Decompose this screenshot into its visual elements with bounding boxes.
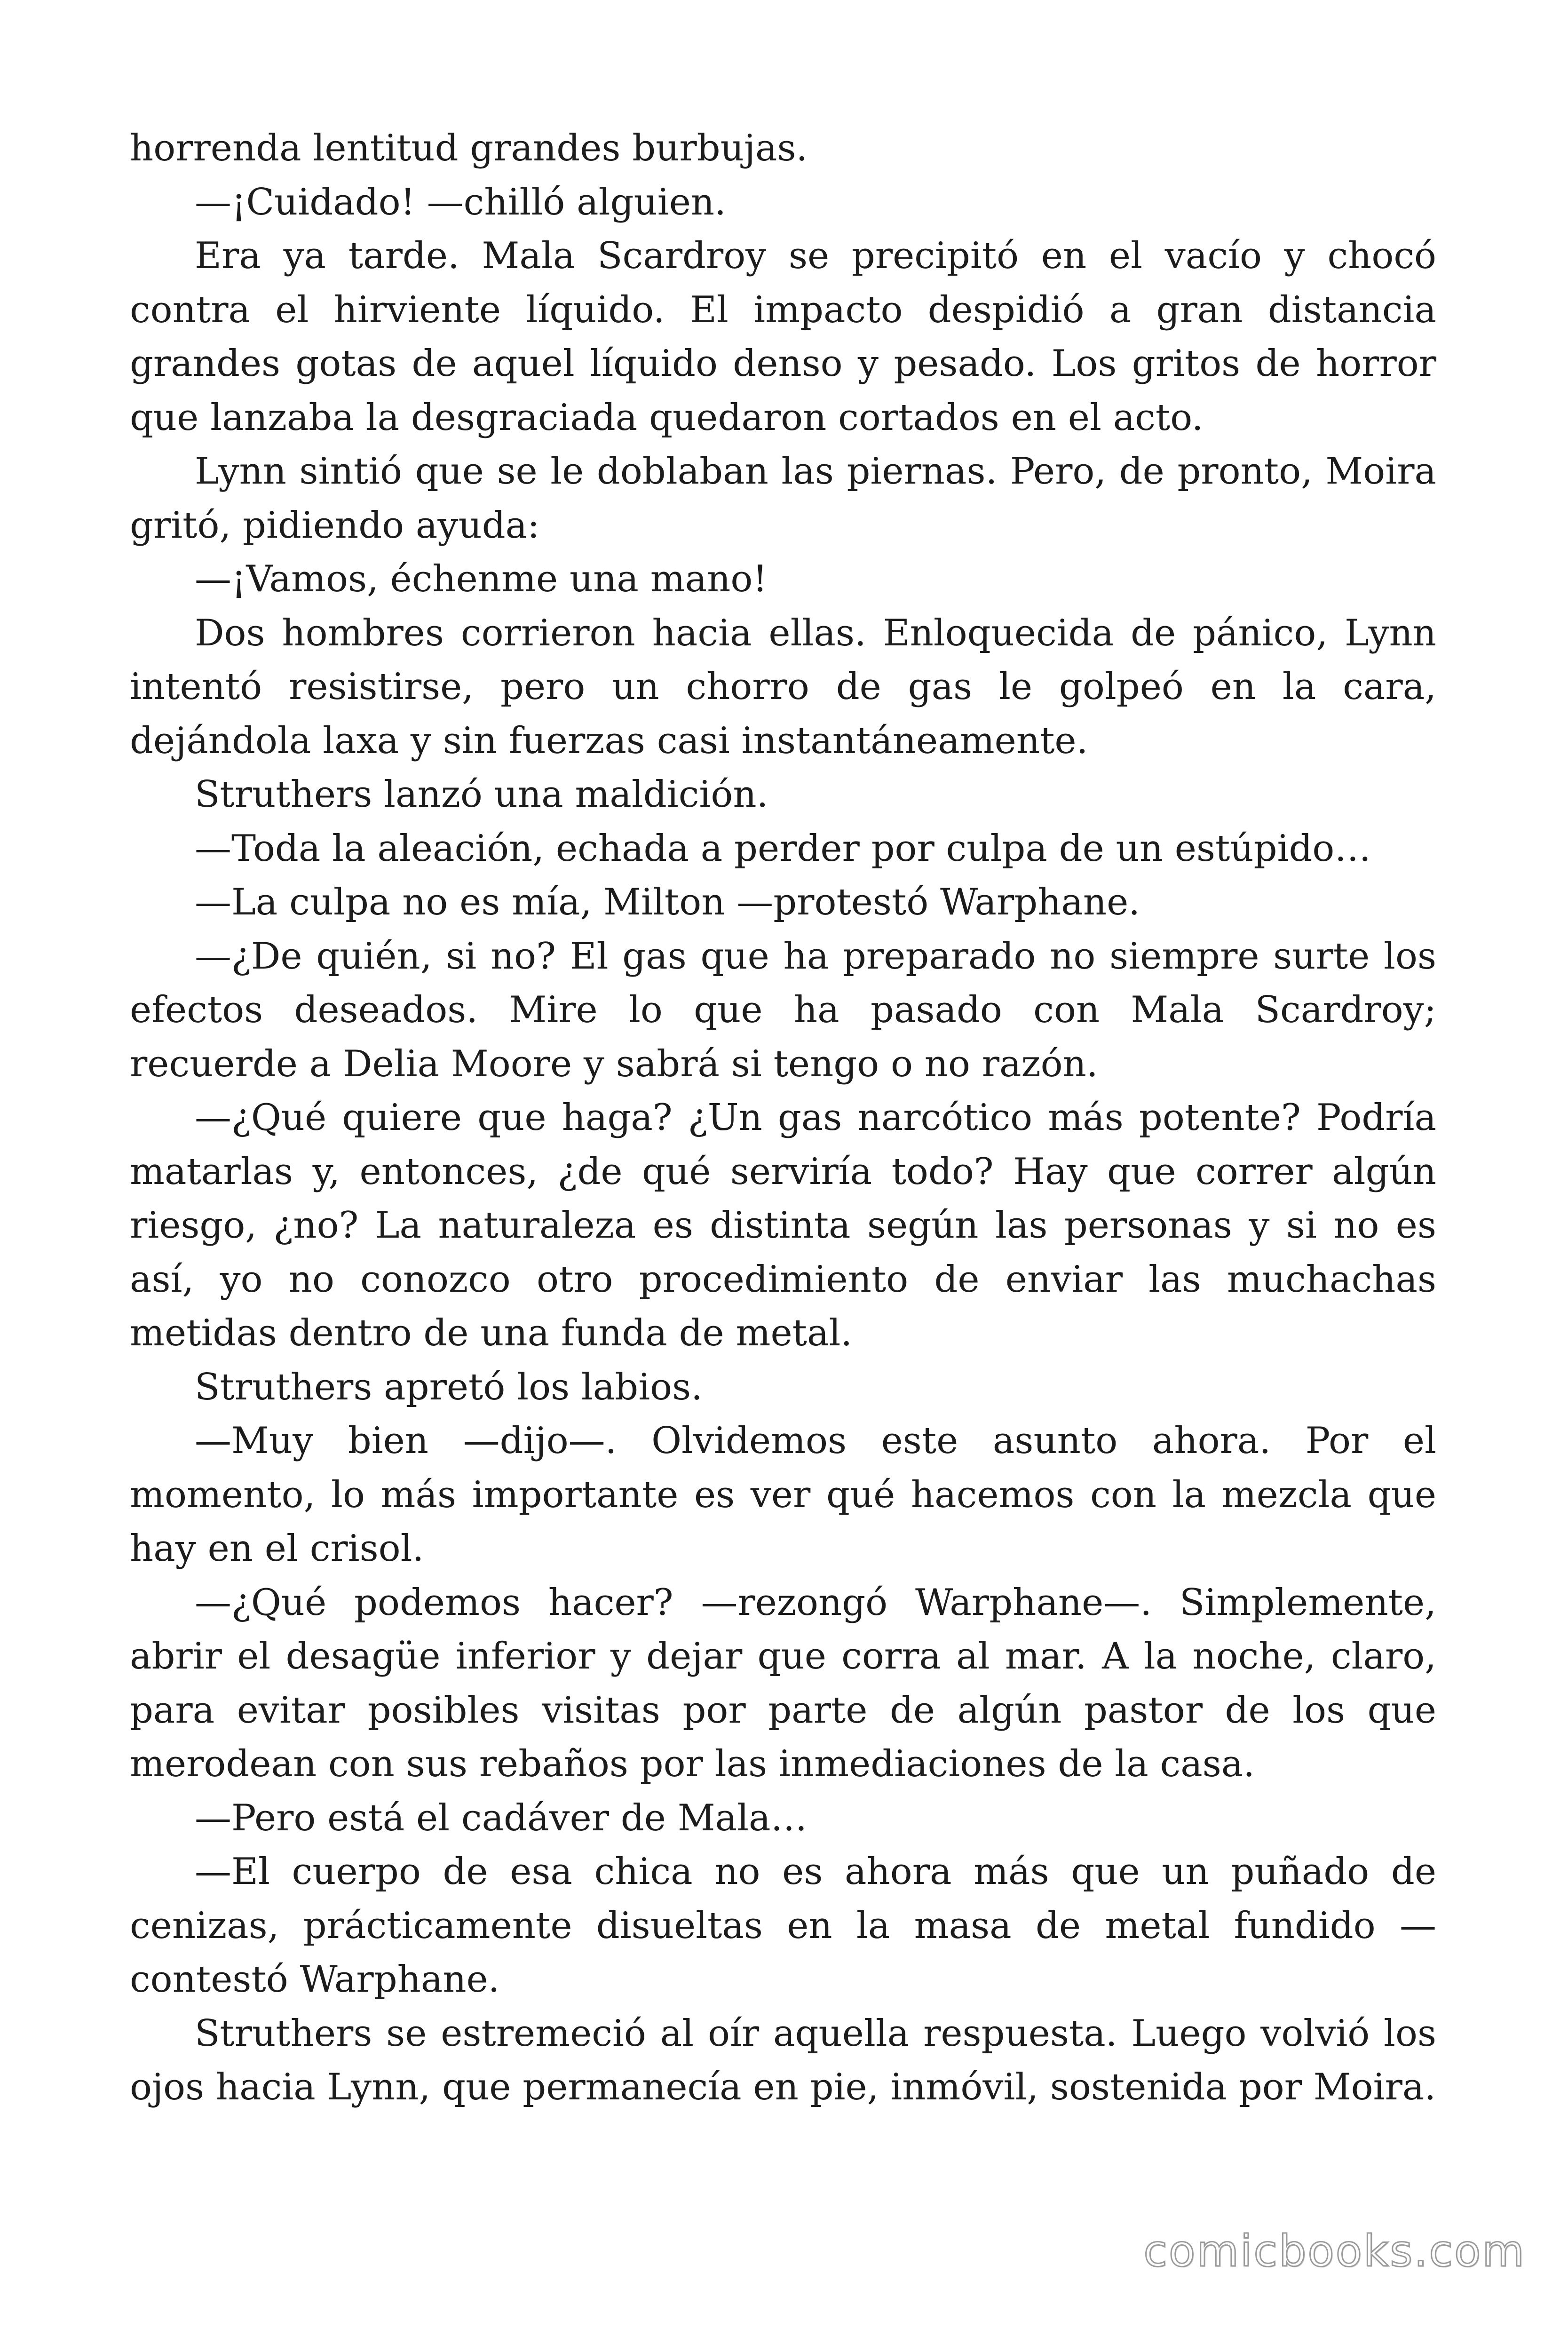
paragraph-continuation: horrenda lentitud grandes burbujas. xyxy=(130,127,808,169)
paragraph-dialogue: —La culpa no es mía, Milton —protestó Warphane. xyxy=(195,881,1140,923)
paragraph-dialogue: —¡Vamos, échenme una mano! xyxy=(195,558,768,600)
paragraph-dialogue: —¿Qué quiere que haga? ¿Un gas narcótico más potente? Podría matarlas y, entonces, ¿de qué serviría todo? Hay que correr algún riesgo, ¿no? La naturaleza es distinta según las personas y si no es así, yo no conozco otro procedimiento de enviar las muchachas metidas dentro de una funda de metal. xyxy=(130,1097,1436,1354)
paragraph-dialogue: —¿De quién, si no? El gas que ha preparado no siempre surte los efectos deseados. Mire lo que ha pasado con Mala Scardroy; recuerde a Delia Moore y sabrá si tengo o no razón. xyxy=(130,935,1436,1085)
text-column xyxy=(130,121,1436,2114)
paragraph: Struthers apretó los labios. xyxy=(195,1366,703,1408)
paragraph-dialogue: —¡Cuidado! —chilló alguien. xyxy=(195,181,726,223)
paragraph: Dos hombres corrieron hacia ellas. Enloquecida de pánico, Lynn intentó resistirse, pero un chorro de gas le golpeó en la cara, dejándola laxa y sin fuerzas casi instantáneamente. xyxy=(130,612,1436,762)
paragraph: Struthers lanzó una maldición. xyxy=(195,773,768,816)
paragraph: Struthers se estremeció al oír aquella respuesta. Luego volvió los ojos hacia Lynn, que permanecía en pie, inmóvil, sostenida por Moira. xyxy=(130,2012,1436,2108)
paragraph-dialogue: —Pero está el cadáver de Mala… xyxy=(195,1796,808,1839)
watermark-logo: comicbooks.com xyxy=(1143,2226,1526,2276)
paragraph: Lynn sintió que se le doblaban las piernas. Pero, de pronto, Moira gritó, pidiendo ayuda: xyxy=(130,450,1436,547)
paragraph-dialogue: —¿Qué podemos hacer? —rezongó Warphane—. Simplemente, abrir el desagüe inferior y dejar que corra al mar. A la noche, claro, para evitar posibles visitas por parte de algún pastor de los que merodean con sus rebaños por las inmediaciones de la casa. xyxy=(130,1581,1436,1785)
paragraph-dialogue: —Toda la aleación, echada a perder por culpa de un estúpido… xyxy=(195,827,1371,870)
paragraph: Era ya tarde. Mala Scardroy se precipitó en el vacío y chocó contra el hirviente líquido. El impacto despidió a gran distancia grandes gotas de aquel líquido denso y pesado. Los gritos de horror que lanzaba la desgraciada quedaron cortados en el acto. xyxy=(130,235,1436,439)
paragraph-dialogue: —Muy bien —dijo—. Olvidemos este asunto ahora. Por el momento, lo más importante es ver qué hacemos con la mezcla que hay en el crisol. xyxy=(130,1420,1436,1570)
paragraph-dialogue: —El cuerpo de esa chica no es ahora más que un puñado de cenizas, prácticamente disueltas en la masa de metal fundido —contestó Warphane. xyxy=(130,1851,1436,2001)
